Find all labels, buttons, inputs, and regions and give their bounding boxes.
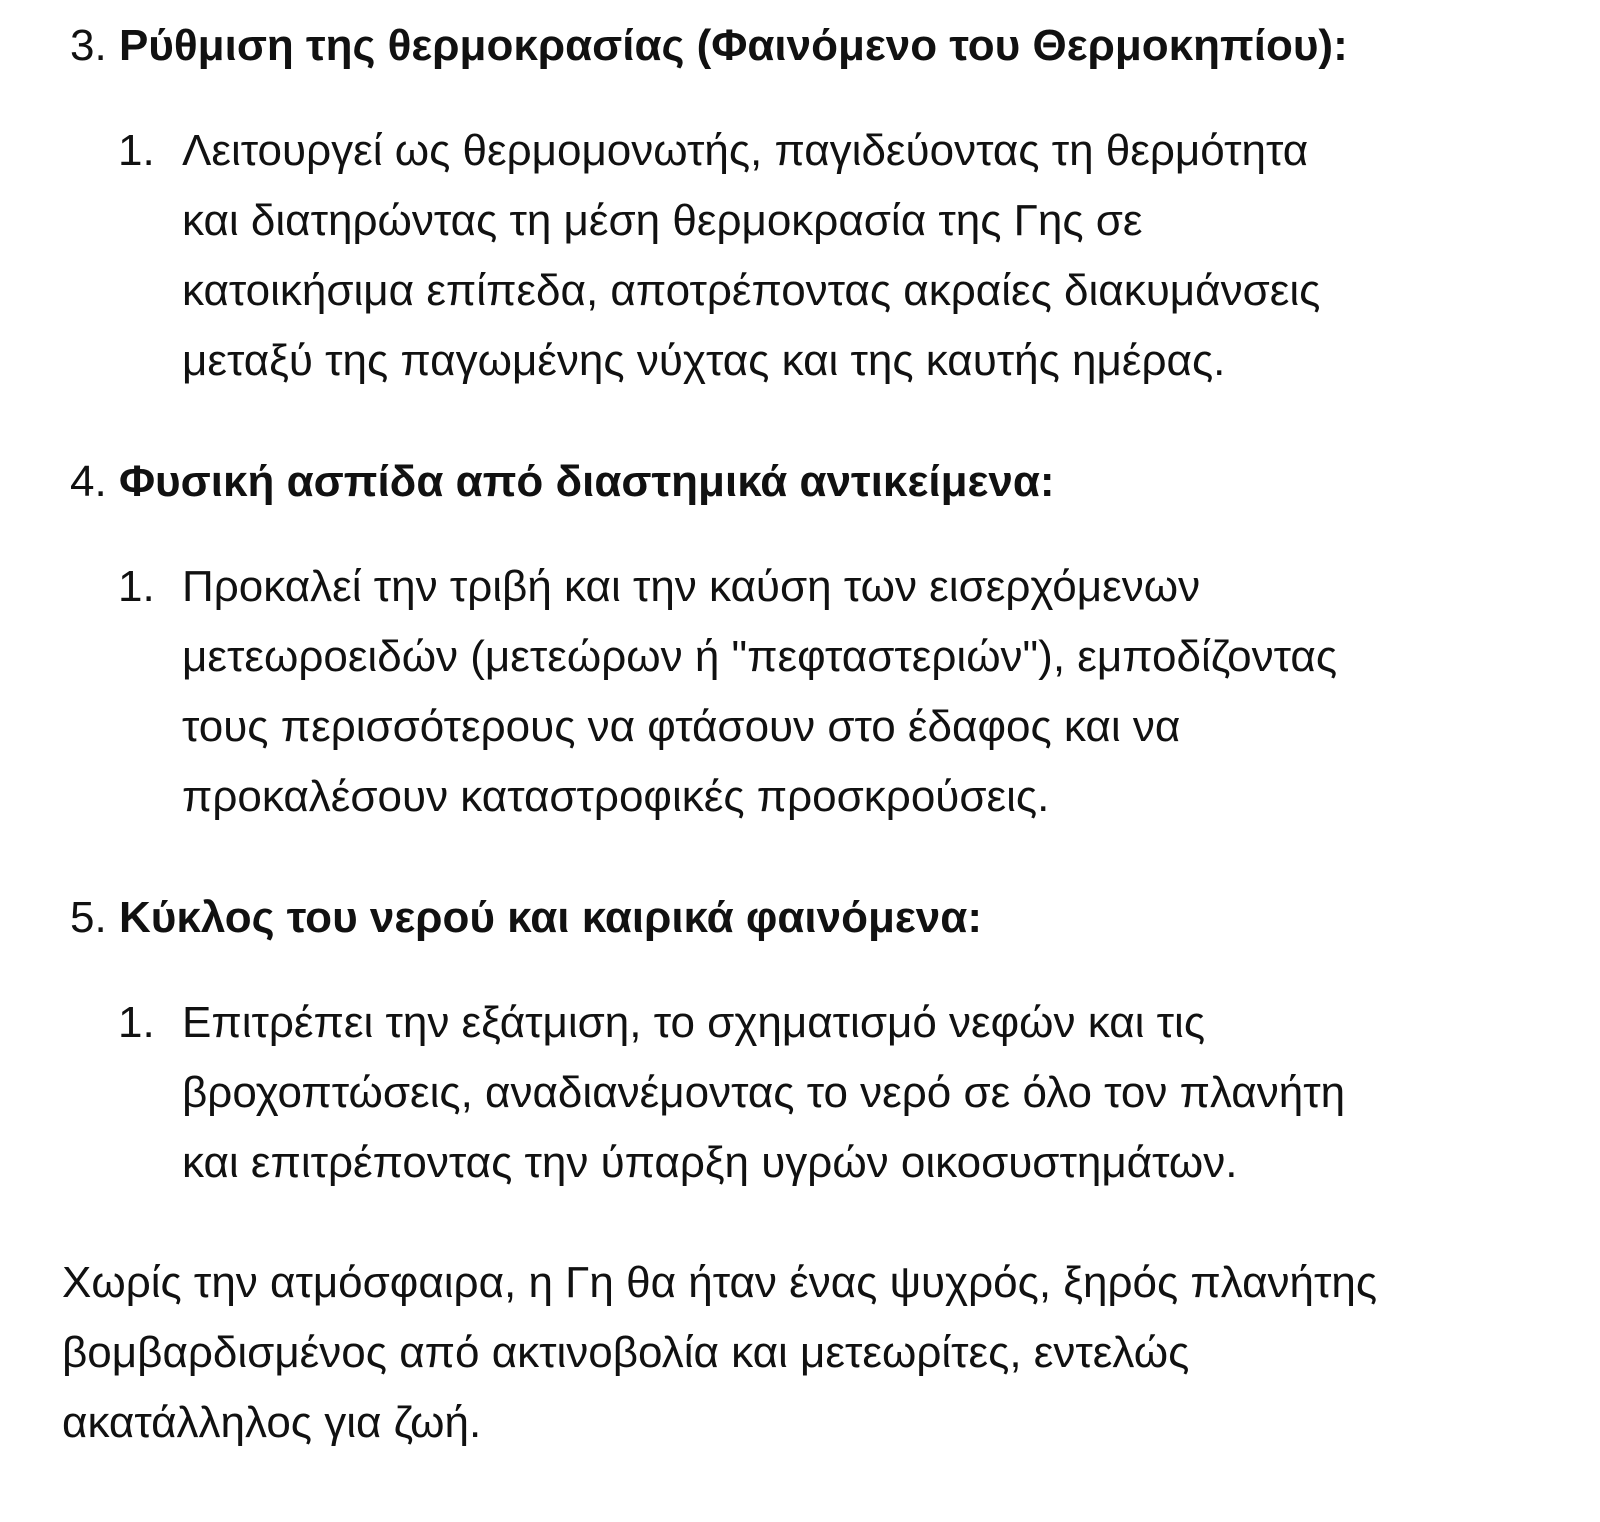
text-line: τους περισσότερους να φτάσουν στο έδαφος και να: [182, 702, 1181, 751]
section-number: 3.: [70, 21, 107, 70]
list-item-text: [182, 988, 1562, 1198]
text-line: κατοικήσιμα επίπεδα, αποτρέποντας ακραίες διακυμάνσεις: [182, 266, 1321, 315]
text-line: Χωρίς την ατμόσφαιρα, η Γη θα ήταν ένας ψυχρός, ξηρός πλανήτης: [62, 1258, 1378, 1307]
list-item-number: 1.: [118, 126, 155, 175]
section-heading: [70, 20, 1348, 72]
list-item-number: 1.: [118, 562, 155, 611]
text-line: ακατάλληλος για ζωή.: [62, 1398, 482, 1447]
section-number: 4.: [70, 457, 107, 506]
text-line: μεταξύ της παγωμένης νύχτας και της καυτής ημέρας.: [182, 336, 1226, 385]
text-line: Προκαλεί την τριβή και την καύση των εισερχόμενων: [182, 562, 1201, 611]
text-line: βομβαρδισμένος από ακτινοβολία και μετεωρίτες, εντελώς: [62, 1328, 1190, 1377]
text-line: βροχοπτώσεις, αναδιανέμοντας το νερό σε όλο τον πλανήτη: [182, 1068, 1346, 1117]
section-title: Ρύθμιση της θερμοκρασίας (Φαινόμενο του Θερμοκηπίου):: [118, 21, 1348, 70]
text-line: και επιτρέποντας την ύπαρξη υγρών οικοσυστημάτων.: [182, 1138, 1238, 1187]
section-heading: [70, 892, 982, 944]
section-heading: [70, 456, 1055, 508]
section-number: 5.: [70, 893, 107, 942]
text-line: και διατηρώντας τη μέση θερμοκρασία της Γης σε: [182, 196, 1143, 245]
text-line: μετεωροειδών (μετεώρων ή "πεφταστεριών"), εμποδίζοντας: [182, 632, 1338, 681]
text-line: προκαλέσουν καταστροφικές προσκρούσεις.: [182, 772, 1050, 821]
text-line: Λειτουργεί ως θερμομονωτής, παγιδεύοντας τη θερμότητα: [182, 126, 1309, 175]
section-title: Φυσική ασπίδα από διαστημικά αντικείμενα:: [118, 457, 1055, 506]
section-title: Κύκλος του νερού και καιρικά φαινόμενα:: [118, 893, 982, 942]
conclusion-paragraph: [62, 1248, 1562, 1458]
list-item-text: [182, 552, 1562, 832]
text-line: Επιτρέπει την εξάτμιση, το σχηματισμό νεφών και τις: [182, 998, 1206, 1047]
list-item-number: 1.: [118, 998, 155, 1047]
list-item-text: [182, 116, 1562, 396]
